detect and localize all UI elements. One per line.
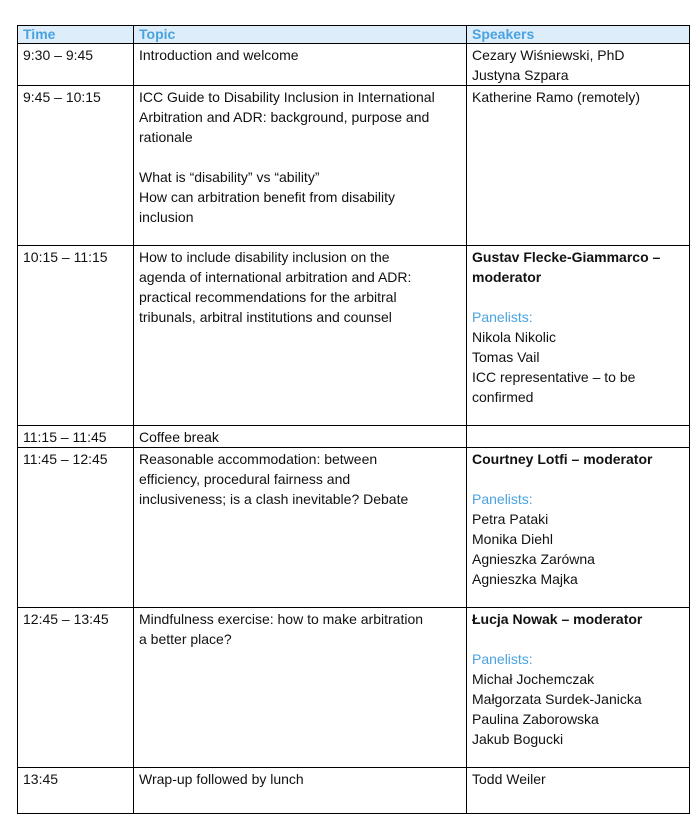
panelists-label: Panelists: bbox=[472, 309, 533, 325]
topic-cell bbox=[134, 86, 467, 246]
topic-line: Mindfulness exercise: how to make arbitration bbox=[139, 611, 424, 627]
topic-line: Reasonable accommodation: between bbox=[139, 451, 378, 467]
panelist-name: ICC representative – to be bbox=[472, 369, 636, 385]
moderator-name: Courtney Lotfi – moderator bbox=[472, 451, 653, 467]
topic-cell bbox=[134, 768, 467, 814]
topic-line: inclusiveness; is a clash inevitable? Debate bbox=[139, 491, 409, 507]
panelists-label: Panelists: bbox=[472, 651, 533, 667]
speaker-name: Todd Weiler bbox=[472, 771, 546, 787]
table-row bbox=[18, 44, 690, 86]
speaker-name: Cezary Wiśniewski, PhD bbox=[472, 47, 625, 63]
topic-line: practical recommendations for the arbitral bbox=[139, 289, 397, 305]
table-row bbox=[18, 426, 690, 448]
table-row bbox=[18, 768, 690, 814]
time-cell: 11:45 – 12:45 bbox=[18, 448, 134, 608]
panelist-name: Michał Jochemczak bbox=[472, 671, 595, 687]
time-cell: 12:45 – 13:45 bbox=[18, 608, 134, 768]
time-cell: 10:15 – 11:15 bbox=[18, 246, 134, 426]
topic-line: Coffee break bbox=[139, 429, 219, 445]
topic-line: tribunals, arbitral institutions and counsel bbox=[139, 309, 392, 325]
topic-line: Wrap-up followed by lunch bbox=[139, 771, 304, 787]
panelist-name: Nikola Nikolic bbox=[472, 329, 557, 345]
topic-line: Introduction and welcome bbox=[139, 47, 299, 63]
moderator-name: moderator bbox=[472, 269, 542, 285]
speakers-cell bbox=[467, 86, 690, 246]
panelist-name: Monika Diehl bbox=[472, 531, 553, 547]
speakers-cell bbox=[467, 768, 690, 814]
panelist-name: Jakub Bogucki bbox=[472, 731, 564, 747]
topic-cell bbox=[134, 426, 467, 448]
time-cell: 11:15 – 11:45 bbox=[18, 426, 134, 448]
table-row bbox=[18, 246, 690, 426]
topic-line: How can arbitration benefit from disability bbox=[139, 189, 396, 205]
header-time: Time bbox=[18, 26, 134, 44]
panelist-name: Paulina Zaborowska bbox=[472, 711, 599, 727]
speakers-cell bbox=[467, 246, 690, 426]
topic-cell bbox=[134, 608, 467, 768]
table-row bbox=[18, 608, 690, 768]
topic-cell bbox=[134, 246, 467, 426]
speakers-cell bbox=[467, 608, 690, 768]
topic-line: a better place? bbox=[139, 631, 232, 647]
table-row bbox=[18, 448, 690, 608]
header-row bbox=[18, 26, 690, 44]
panelist-name: Agnieszka Majka bbox=[472, 571, 578, 587]
topic-line: Arbitration and ADR: background, purpose and bbox=[139, 109, 430, 125]
topic-line: What is “disability” vs “ability” bbox=[139, 169, 320, 185]
topic-line: How to include disability inclusion on the bbox=[139, 249, 390, 265]
time-cell: 13:45 bbox=[18, 768, 134, 814]
panelist-name: Agnieszka Zarówna bbox=[472, 551, 595, 567]
topic-cell bbox=[134, 448, 467, 608]
speakers-cell bbox=[467, 426, 690, 448]
header-speakers: Speakers bbox=[467, 26, 690, 44]
topic-line: efficiency, procedural fairness and bbox=[139, 471, 351, 487]
panelists-label: Panelists: bbox=[472, 491, 533, 507]
speaker-name: Katherine Ramo (remotely) bbox=[472, 89, 641, 105]
topic-line: agenda of international arbitration and ADR: bbox=[139, 269, 412, 285]
panelist-name: Petra Pataki bbox=[472, 511, 549, 527]
moderator-name: Gustav Flecke-Giammarco – bbox=[472, 249, 661, 265]
table-row bbox=[18, 86, 690, 246]
header-topic: Topic bbox=[134, 26, 467, 44]
topic-line: rationale bbox=[139, 129, 193, 145]
topic-cell bbox=[134, 44, 467, 86]
speakers-cell bbox=[467, 448, 690, 608]
moderator-name: Łucja Nowak – moderator bbox=[472, 611, 643, 627]
panelist-name: Małgorzata Surdek-Janicka bbox=[472, 691, 642, 707]
topic-line: ICC Guide to Disability Inclusion in International bbox=[139, 89, 435, 105]
time-cell: 9:30 – 9:45 bbox=[18, 44, 134, 86]
speakers-cell bbox=[467, 44, 690, 86]
topic-line: inclusion bbox=[139, 209, 194, 225]
panelist-name: Tomas Vail bbox=[472, 349, 540, 365]
panelist-name: confirmed bbox=[472, 389, 534, 405]
time-cell: 9:45 – 10:15 bbox=[18, 86, 134, 246]
agenda-table bbox=[17, 25, 690, 814]
speaker-name: Justyna Szpara bbox=[472, 67, 569, 83]
